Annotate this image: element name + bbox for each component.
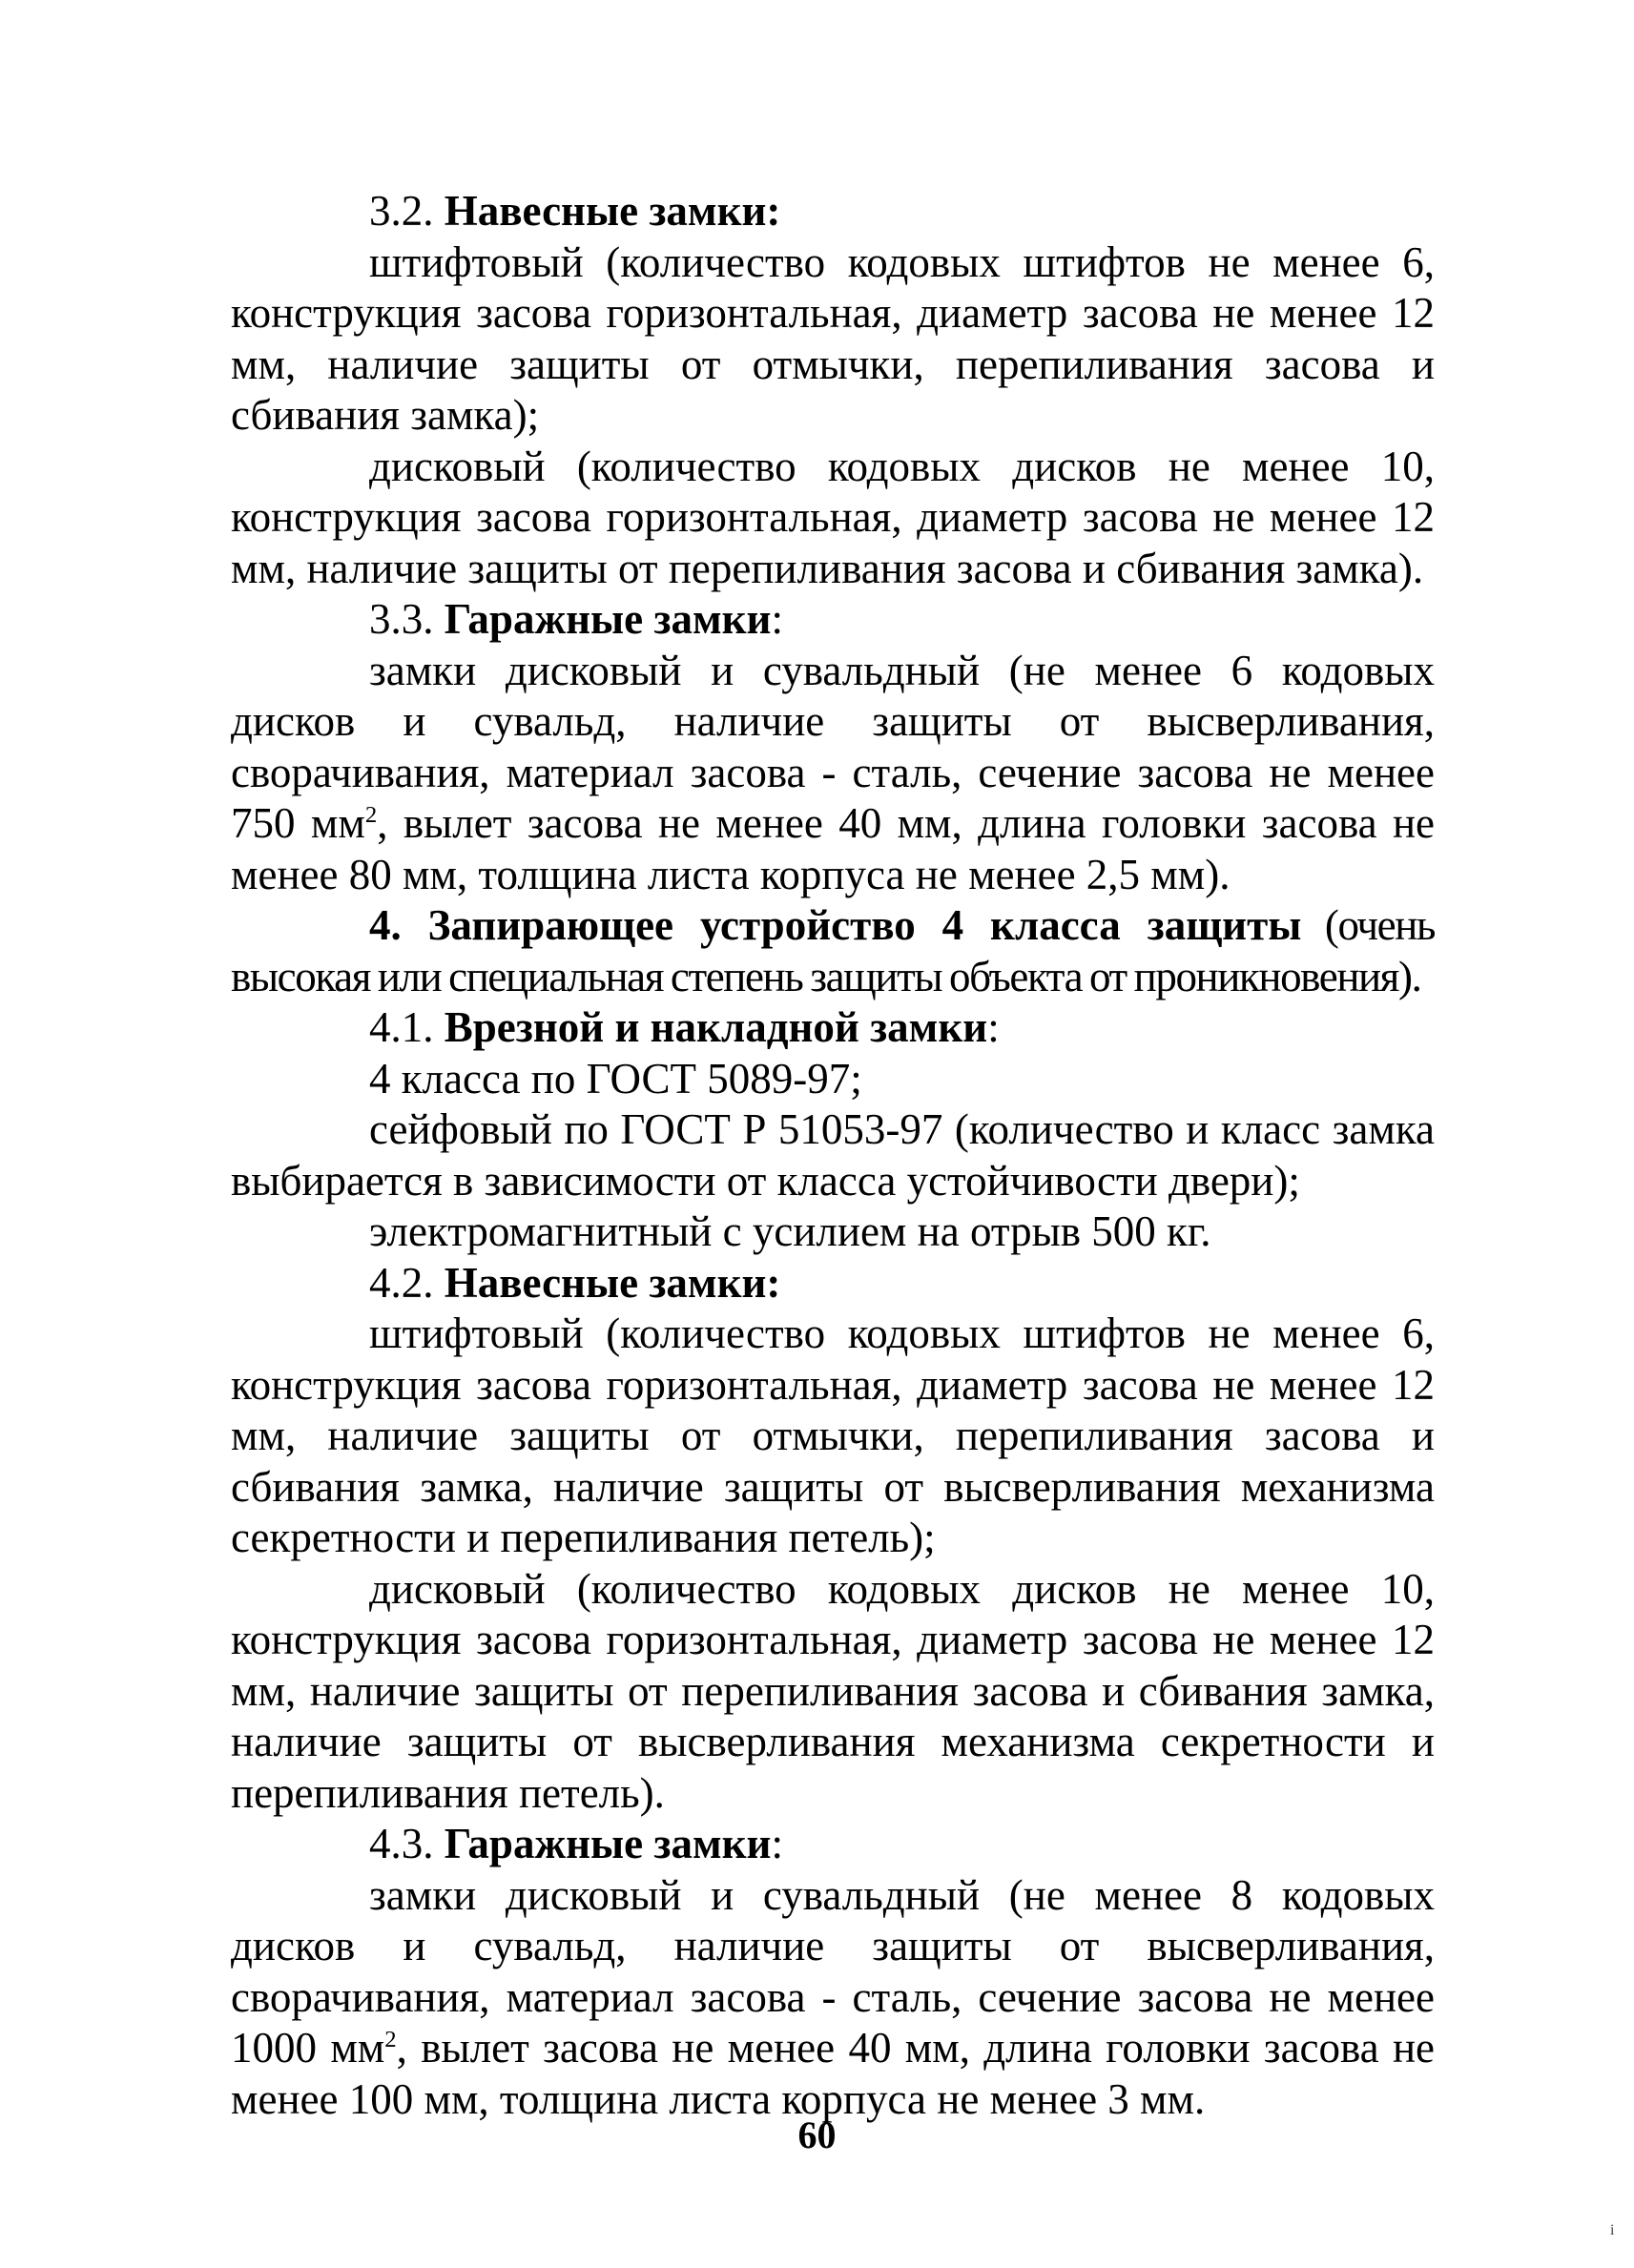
text-after-superscript: , вылет засова не менее 40 мм, длина головки засова не менее 100 мм, толщина листа корпуса не менее 3 мм. — [231, 2024, 1436, 2123]
section-title-suffix: : — [771, 1820, 783, 1867]
section-number: 3.2. — [369, 187, 445, 235]
section-4-1-heading — [231, 1002, 1435, 1054]
section-4-2-heading — [231, 1258, 1435, 1309]
section-number: 3.3. — [369, 595, 445, 643]
section-number: 4.2. — [369, 1258, 445, 1307]
section-title-suffix: : — [987, 1003, 1000, 1051]
margin-mark: i — [1610, 2222, 1615, 2238]
paragraph-class-4: 4 класса по ГОСТ 5089-97; — [369, 1054, 862, 1103]
text-before-superscript: замки дисковый и сувальдный (не менее 6 кодовых дисков и сувальд, наличие защиты от высверливания, сворачивания, материал засова - сталь, сечение засова не менее 750 мм — [231, 646, 1435, 847]
section-4-3-heading — [231, 1819, 1435, 1870]
section-title-suffix: (очень высокая или специальная степень защиты объекта от проникновения). — [231, 901, 1436, 1000]
superscript: 2 — [384, 2027, 397, 2052]
paragraph-disc-lock-4: дисковый (количество кодовых дисков не менее 10, конструкция засова горизонтальная, диаметр засова не менее 12 мм, наличие защиты от перепиливания засова и сбивания замка, наличие защиты от высверливания механизма секретности и перепиливания петель). — [231, 1564, 1435, 1817]
superscript: 2 — [364, 802, 378, 828]
section-title-suffix: : — [771, 595, 783, 643]
paragraph-safe-lock: сейфовый по ГОСТ Р 51053-97 (количество и класс замка выбирается в зависимости от класса устойчивости двери); — [231, 1105, 1435, 1205]
section-title: Навесные замки: — [444, 1258, 781, 1307]
section-title: Врезной и накладной замки — [444, 1003, 988, 1051]
paragraph-garage-lock-4 — [231, 1870, 1435, 2126]
section-4-heading — [231, 900, 1435, 1002]
section-title: Гаражные замки — [444, 595, 772, 643]
paragraph-pin-lock-3: штифтовый (количество кодовых штифтов не менее 6, конструкция засова горизонтальная, диаметр засова не менее 12 мм, наличие защиты от отмычки, перепиливания засова и сбивания замка); — [231, 237, 1435, 439]
paragraph-pin-lock-4: штифтовый (количество кодовых штифтов не менее 6, конструкция засова горизонтальная, диаметр засова не менее 12 мм, наличие защиты от отмычки, перепиливания засова и сбивания замка, наличие защиты от высверливания механизма секретности и перепиливания петель); — [231, 1309, 1435, 1561]
paragraph-garage-lock-3 — [231, 646, 1435, 901]
document-body — [231, 186, 1435, 2125]
section-3-2-heading — [231, 186, 1435, 237]
paragraph-electromagnetic: электромагнитный с усилием на отрыв 500 кг. — [369, 1207, 1211, 1255]
section-3-3-heading — [231, 594, 1435, 646]
paragraph-disc-lock-3: дисковый (количество кодовых дисков не менее 10, конструкция засова горизонтальная, диаметр засова не менее 12 мм, наличие защиты от перепиливания засова и сбивания замка). — [231, 442, 1435, 592]
page-number: 60 — [797, 2113, 837, 2156]
section-title: 4. Запирающее устройство 4 класса защиты — [369, 901, 1302, 949]
text-before-superscript: замки дисковый и сувальдный (не менее 8 кодовых дисков и сувальд, наличие защиты от высверливания, сворачивания, материал засова - сталь, сечение засова не менее 1000 мм — [231, 1870, 1435, 2072]
section-number: 4.1. — [369, 1003, 445, 1051]
section-title: Гаражные замки — [444, 1820, 772, 1867]
section-title: Навесные замки: — [444, 187, 781, 235]
section-number: 4.3. — [369, 1820, 445, 1867]
text-after-superscript: , вылет засова не менее 40 мм, длина головки засова не менее 80 мм, толщина листа корпуса не менее 2,5 мм). — [231, 799, 1436, 898]
